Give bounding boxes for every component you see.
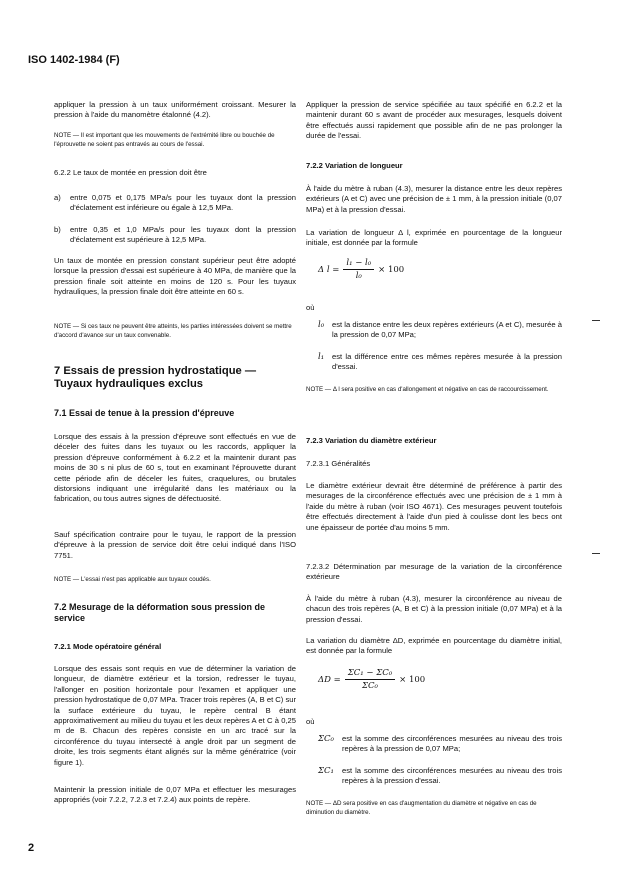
document-header bbox=[28, 50, 120, 68]
definition-l0 bbox=[318, 320, 562, 341]
formula-denominator: l₀ bbox=[355, 271, 362, 281]
note bbox=[54, 322, 296, 340]
list-item-b bbox=[54, 225, 296, 246]
standard-title: ISO 1402-1984 (F) bbox=[28, 54, 120, 66]
paragraph: Appliquer la pression de service spécifiée au taux spécifié en 6.2.2 et la maintenir durant 60 s avant de procéder aux mesurages, lesquels doivent être effectués aussi rapidement que possible afin de ne pas prolonger la durée de l'essai. bbox=[306, 100, 562, 141]
definition-c1 bbox=[318, 766, 562, 787]
note bbox=[306, 385, 562, 394]
paragraph: Sauf spécification contraire pour le tuyau, le rapport de la pression d'épreuve à la pression de service doit être celui indiqué dans l'ISO 7751. bbox=[54, 530, 296, 560]
subsection-heading: 7.2.3.1 Généralités bbox=[306, 459, 371, 468]
note-text: NOTE — Il est important que les mouvements de l'extrémité libre ou bouchée de l'éprouvette ne soient pas entravés au cours de l'essai. bbox=[54, 132, 275, 148]
where-text: où bbox=[306, 717, 315, 726]
formula-lhs: Δ l = bbox=[318, 264, 340, 275]
clause-6-2-2 bbox=[54, 168, 296, 178]
note-text: NOTE — Si ces taux ne peuvent être atteints, les parties intéressées doivent se mettre d'accord d'avance sur un taux convenable. bbox=[54, 323, 292, 339]
definition-symbol: l₀ bbox=[318, 320, 325, 330]
subsection-heading: 7.1 Essai de tenue à la pression d'épreuve bbox=[54, 408, 235, 418]
paragraph-block bbox=[306, 594, 562, 625]
note bbox=[54, 131, 296, 149]
paragraph-block bbox=[54, 256, 296, 298]
note bbox=[306, 799, 562, 817]
paragraph: La variation de longueur Δ l, exprimée en pourcentage de la longueur initiale, est donnée par la formule bbox=[306, 228, 562, 248]
margin-change-mark bbox=[592, 553, 600, 554]
section-7-2-3-heading bbox=[306, 436, 562, 446]
formula-fraction bbox=[345, 668, 395, 691]
section-7-heading bbox=[54, 365, 296, 391]
formula-numerator: ΣC₁ − ΣC₀ bbox=[345, 668, 395, 680]
paragraph: Un taux de montée en pression constant supérieur peut être adopté lorsque la pression d'essai est supérieure à 40 MPa, de manière que la pression finale soit atteinte en moins de 120 s. Pour les tuyaux hydrauliques, la pression finale doit être atteinte en 60 s. bbox=[54, 256, 296, 297]
item-label: b) bbox=[54, 225, 61, 234]
note-text: NOTE — L'essai n'est pas applicable aux tuyaux coudés. bbox=[54, 576, 211, 583]
subsection-heading: 7.2 Mesurage de la déformation sous pression de service bbox=[54, 602, 266, 623]
section-7-2-3-2-heading bbox=[306, 562, 562, 583]
note-text: NOTE — ΔD sera positive en cas d'augmentation du diamètre et négative en cas de diminution du diamètre. bbox=[306, 800, 537, 816]
definition-l1 bbox=[318, 352, 562, 373]
margin-change-mark bbox=[592, 320, 600, 321]
where-label bbox=[306, 297, 314, 315]
paragraph: À l'aide du mètre à ruban (4.3), mesurer la distance entre les deux repères extérieurs (A et C) avec une précision de ± 1 mm, à la pression initiale (0,07 MPa) et à la pression d'essai. bbox=[306, 184, 562, 214]
paragraph: La variation du diamètre ΔD, exprimée en pourcentage du diamètre initial, est donnée par la formule bbox=[306, 636, 562, 656]
paragraph: Lorsque des essais sont requis en vue de déterminer la variation de longueur, de diamètre extérieur et la torsion, redresser le tuyau, l'allonger en position horizontale pour l'examen et appliquer une pression hydrostatique de 0,07 MPa. Tracer trois repères (A, B et C) sur la surface extérieure du tuyau, le repère central B étant approximativement au milieu du tuyau et les deux repères A et C à 0,25 m de B. Chacun des repères consiste en un arc tracé sur la circonférence du tuyau intersecté à angle droit par un segment de droite, les trois segments étant alignés sur la même génératrice (voir figure 1). bbox=[54, 664, 296, 767]
definition-symbol: l₁ bbox=[318, 352, 325, 362]
page-number-text: 2 bbox=[28, 842, 35, 854]
definition-symbol: ΣC₁ bbox=[318, 766, 334, 776]
definition-text: est la somme des circonférences mesurées au niveau des trois repères à la pression de 0,07 MPa; bbox=[342, 734, 562, 754]
definition-symbol: ΣC₀ bbox=[318, 734, 334, 744]
subsection-heading: 7.2.1 Mode opératoire général bbox=[54, 642, 162, 651]
paragraph-block bbox=[54, 530, 296, 561]
definition-text: est la différence entre ces mêmes repères mesurée à la pression d'essai. bbox=[332, 352, 562, 372]
paragraph-block bbox=[306, 228, 562, 249]
paragraph-block bbox=[306, 636, 562, 657]
formula-diameter-change bbox=[318, 668, 425, 691]
paragraph: Lorsque des essais à la pression d'épreuve sont effectués en vue de déceler des fuites dans les tuyaux ou les raccords, appliquer la pression d'épreuve conformément à 6.2.2 et la maintenir durant pas moins de 30 s ni plus de 60 s, tout en examinant l'éprouvette durant cette période afin de déceler les fuites, craquelures, ou brutales distorsions indiquant une irrégularité dans les matériaux ou la fabrication, ou tous autres signes de défectuosité. bbox=[54, 432, 296, 504]
formula-fraction bbox=[343, 258, 374, 281]
section-7-1-heading bbox=[54, 408, 296, 419]
definition-text: est la somme des circonférences mesurées au niveau des trois repères à la pression d'essai. bbox=[342, 766, 562, 786]
paragraph-block bbox=[54, 785, 296, 806]
where-text: où bbox=[306, 303, 315, 312]
left-column bbox=[54, 100, 296, 121]
formula-multiplier: × 100 bbox=[399, 674, 426, 685]
list-item-a bbox=[54, 193, 296, 214]
formula-numerator: l₁ − l₀ bbox=[343, 258, 374, 270]
subsection-heading: 7.2.3.2 Détermination par mesurage de la variation de la circonférence extérieure bbox=[306, 562, 562, 582]
item-text: entre 0,35 et 1,0 MPa/s pour les tuyaux dont la pression d'éclatement est supérieure à 12,5 MPa. bbox=[70, 225, 296, 245]
paragraph: À l'aide du mètre à ruban (4.3), mesurer la circonférence au niveau de chacun des trois repères (A, B et C) à la pression initiale (0,07 MPa) et à la pression d'essai. bbox=[306, 594, 562, 624]
definition-text: est la distance entre les deux repères extérieurs (A et C), mesurée à la pression de 0,07 MPa; bbox=[332, 320, 562, 340]
section-7-2-2-heading bbox=[306, 161, 562, 171]
paragraph: Le diamètre extérieur devrait être déterminé de préférence à partir des mesurages de la circonférence effectués avec une précision de ± 1 mm à l'aide du mètre à ruban (voir ISO 4671). Ces mesurages peuvent toutefois être effectués directement à l'aide d'un pied à coulisse dont les becs ont une épaisseur de portée d'au moins 5 mm. bbox=[306, 481, 562, 532]
paragraph-block bbox=[306, 184, 562, 215]
paragraph-block bbox=[306, 100, 562, 142]
where-label bbox=[306, 711, 314, 729]
section-heading: 7 Essais de pression hydrostatique — Tuyaux hydrauliques exclus bbox=[54, 365, 257, 390]
section-7-2-heading bbox=[54, 602, 296, 624]
paragraph-block bbox=[54, 432, 296, 505]
note bbox=[54, 575, 296, 584]
subsection-heading: 7.2.3 Variation du diamètre extérieur bbox=[306, 436, 437, 445]
formula-lhs: ΔD = bbox=[318, 674, 341, 685]
clause-text: 6.2.2 Le taux de montée en pression doit être bbox=[54, 168, 207, 177]
paragraph-block bbox=[306, 481, 562, 533]
item-label: a) bbox=[54, 193, 61, 202]
paragraph-block bbox=[54, 664, 296, 768]
item-text: entre 0,075 et 0,175 MPa/s pour les tuyaux dont la pression d'éclatement est inférieure ou égale à 12,5 MPa. bbox=[70, 193, 296, 213]
page-number bbox=[28, 838, 34, 856]
formula-denominator: ΣC₀ bbox=[362, 681, 378, 691]
formula-length-change bbox=[318, 258, 404, 281]
section-7-2-1-heading bbox=[54, 642, 296, 652]
section-7-2-3-1-heading bbox=[306, 459, 562, 469]
definition-c0 bbox=[318, 734, 562, 755]
paragraph: appliquer la pression à un taux uniformément croissant. Mesurer la pression à l'aide du manomètre étalonné (4.2). bbox=[54, 100, 296, 120]
formula-multiplier: × 100 bbox=[378, 264, 405, 275]
subsection-heading: 7.2.2 Variation de longueur bbox=[306, 161, 403, 170]
paragraph: Maintenir la pression initiale de 0,07 MPa et effectuer les mesurages appropriés (voir 7.2.2, 7.2.3 et 7.2.4) aux points de repère. bbox=[54, 785, 296, 805]
note-text: NOTE — Δ l sera positive en cas d'allongement et négative en cas de raccourcissement. bbox=[306, 386, 549, 393]
